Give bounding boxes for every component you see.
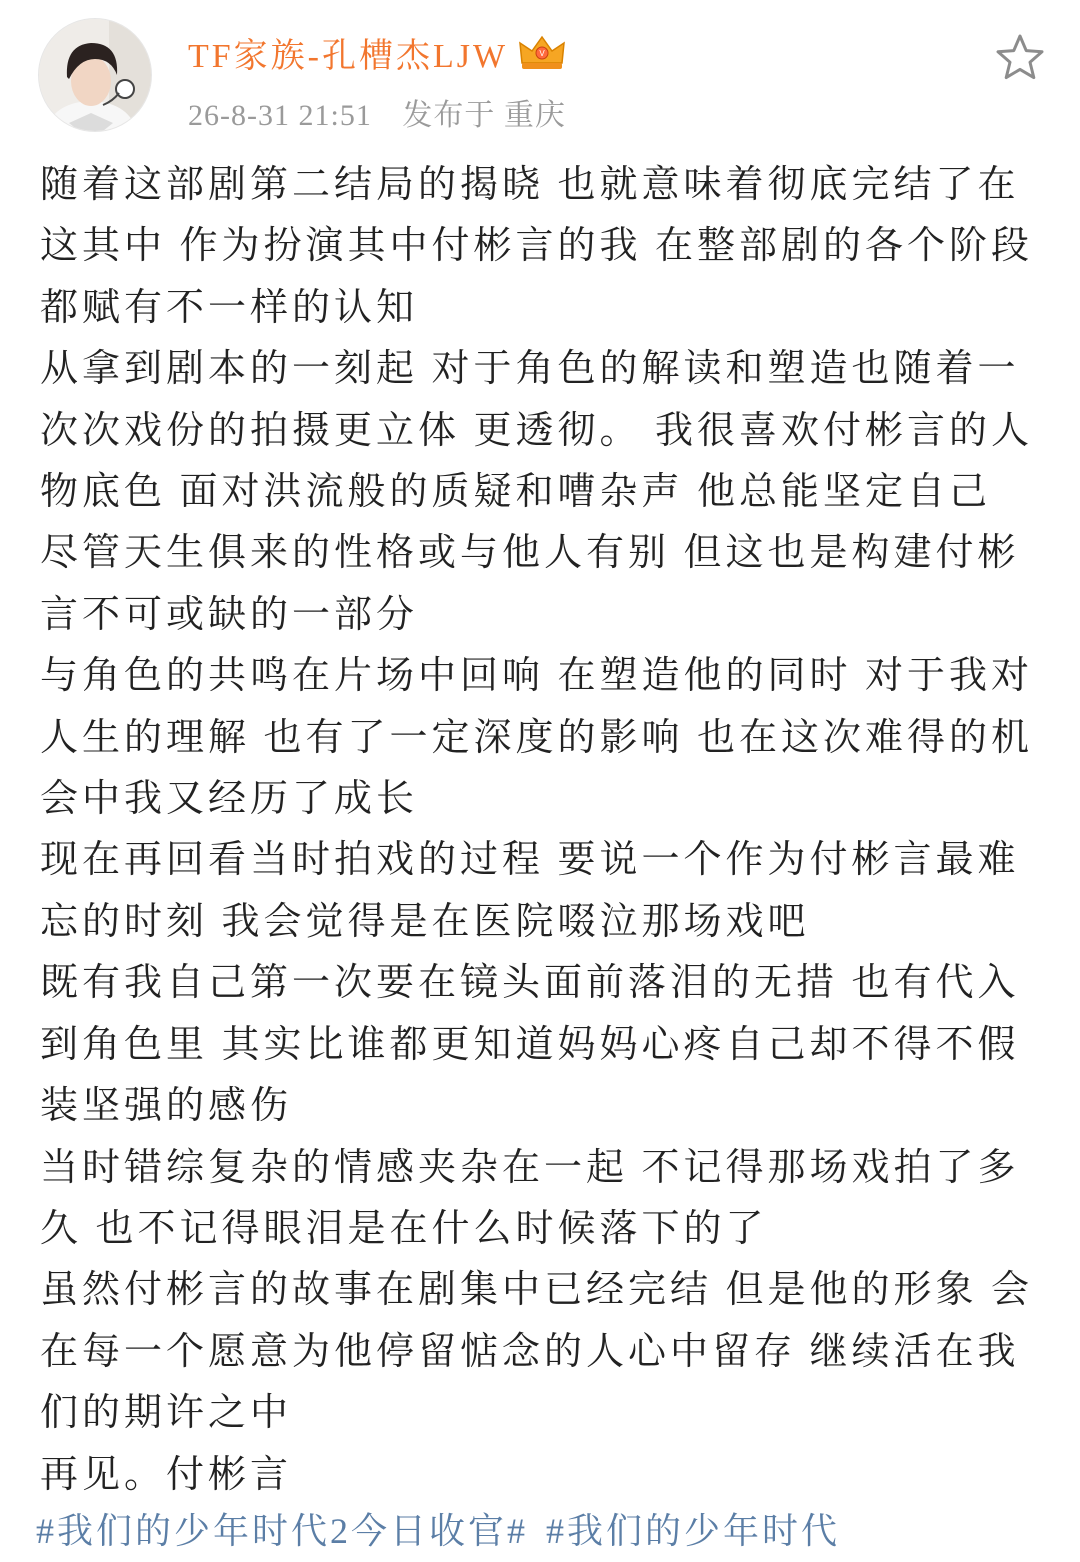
post-paragraph: 从拿到剧本的一刻起 对于角色的解读和塑造也随着一次次戏份的拍摄更立体 更透彻。 我很喜欢付彬言的人物底色 面对洪流般的质疑和嘈杂声 他总能坚定自己 bbox=[40, 348, 1034, 514]
post-paragraph: 既有我自己第一次要在镜头面前落泪的无措 也有代入到角色里 其实比谁都更知道妈妈心疼自己却不得不假装坚强的感伤 bbox=[40, 962, 1020, 1128]
post-paragraph: 再见。付彬言 bbox=[40, 1453, 293, 1496]
post-body bbox=[40, 155, 1045, 1506]
user-avatar-icon bbox=[39, 19, 151, 131]
post-paragraph: 虽然付彬言的故事在剧集中已经完结 但是他的形象 会在每一个愿意为他停留惦念的人心中留存 继续活在我们的期许之中 bbox=[40, 1269, 1034, 1435]
post-header bbox=[0, 0, 1080, 150]
svg-text:V: V bbox=[539, 49, 545, 58]
author-avatar[interactable] bbox=[38, 18, 152, 132]
post-paragraph: 当时错综复杂的情感夹杂在一起 不记得那场戏拍了多久 也不记得眼泪是在什么时候落下的了 bbox=[40, 1146, 1020, 1250]
post-meta bbox=[188, 90, 588, 134]
author-name[interactable]: TF家族-孔槽杰LJW bbox=[188, 37, 509, 75]
post-paragraph: 与角色的共鸣在片场中回响 在塑造他的同时 对于我对人生的理解 也有了一定深度的影响 也在这次难得的机会中我又经历了成长 bbox=[40, 655, 1034, 821]
author-row bbox=[188, 30, 566, 74]
hashtag-link[interactable]: #我们的少年时代2今日收官# bbox=[36, 1511, 529, 1551]
post-paragraph: 随着这部剧第二结局的揭晓 也就意味着彻底完结了在这其中 作为扮演其中付彬言的我 在整部剧的各个阶段 都赋有不一样的认知 bbox=[40, 164, 1047, 329]
crown-icon bbox=[518, 33, 566, 71]
star-outline-icon[interactable] bbox=[994, 32, 1046, 84]
post-timestamp: 26-8-31 21:51 bbox=[188, 99, 372, 132]
post-paragraph: 现在再回看当时拍戏的过程 要说一个作为付彬言最难忘的时刻 我会觉得是在医院啜泣那场戏吧 bbox=[40, 839, 1020, 943]
fade-overlay bbox=[880, 1500, 1080, 1562]
post-location: 发布于 重庆 bbox=[402, 99, 566, 132]
post-paragraph: 尽管天生俱来的性格或与他人有别 但这也是构建付彬言不可或缺的一部分 bbox=[40, 532, 1020, 636]
hashtag-link[interactable]: #我们的少年时代 bbox=[546, 1511, 841, 1551]
